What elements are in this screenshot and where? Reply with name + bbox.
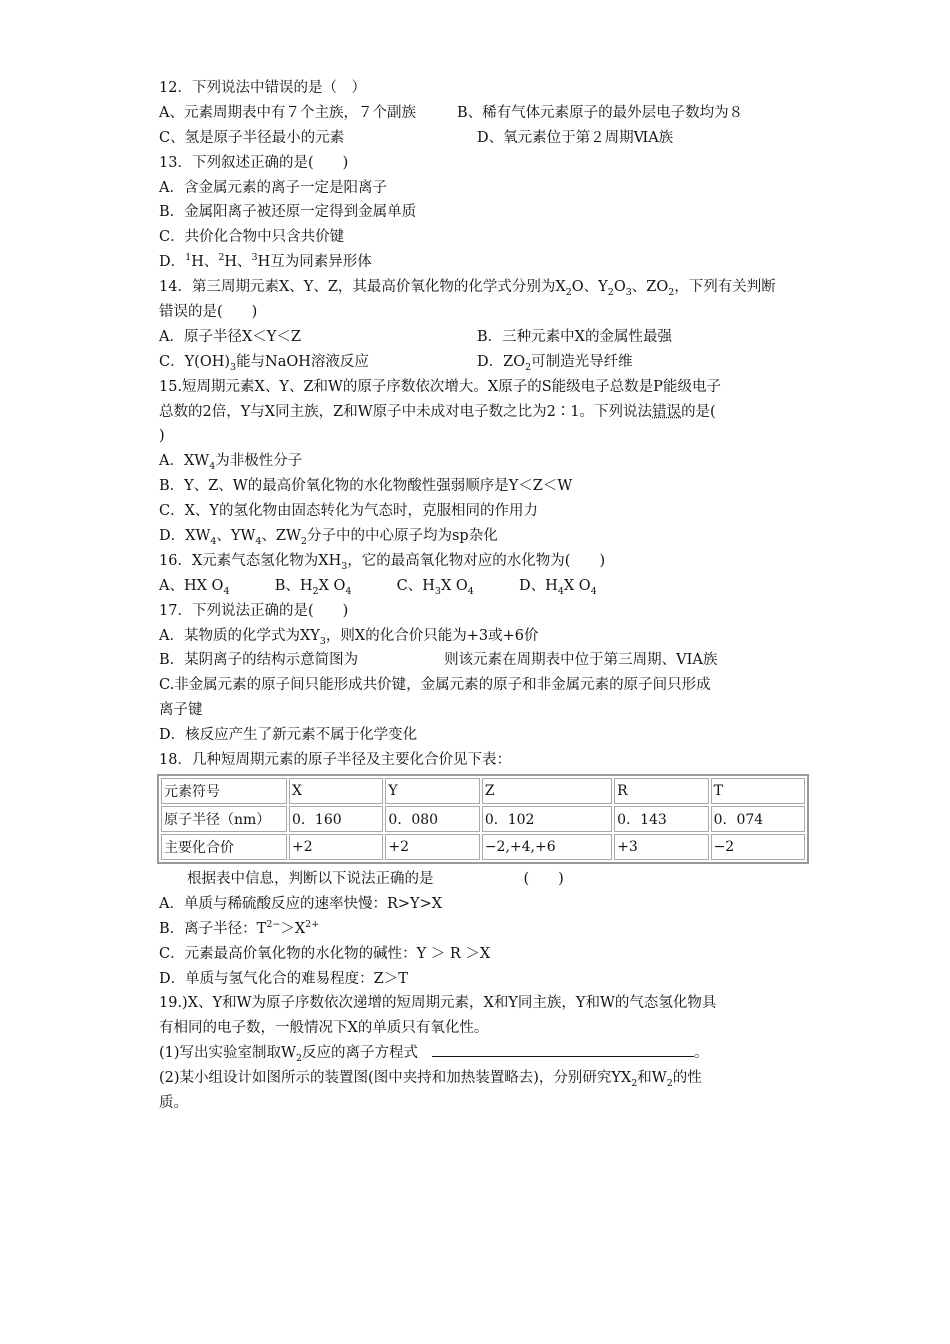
q19-stem-line2: 有相同的电子数，一般情况下X的单质只有氧化性。: [159, 1020, 489, 1037]
q19-part2-line2: 质。: [159, 1094, 188, 1111]
q17-option-c-line2: 离子键: [159, 702, 203, 719]
q14-option-a: A．原子半径X＜Y＜Z: [159, 328, 301, 345]
q19-part2-line1: (2)某小组设计如图所示的装置图(图中夹持和加热装置略去)，分别研究$YX_2$和$W_2$的性: [159, 1070, 702, 1089]
q18-option-d: D．单质与氢气化合的难易程度：Z＞T: [159, 970, 408, 987]
q17-option-a: A．某物质的化学式为$XY_3$，则X的化合价只能为+3或+6价: [159, 627, 539, 647]
q14-option-c: C．$Y(OH)_3$能与NaOH溶液反应: [159, 353, 369, 373]
q15-option-b: B．Y、Z、W的最高价氧化物的水化物酸性强弱顺序是Y＜Z＜W: [159, 478, 573, 495]
q12-options-cd: [159, 126, 809, 151]
q16-option-d: D、$H_4X$ $O_4$: [519, 577, 597, 597]
q13-option-b: B．金属阳离子被还原一定得到金属单质: [159, 204, 417, 221]
q16-stem: 16．X元素气态氢化物为$XH_3$，它的最高氧化物对应的水化物为( ): [159, 552, 606, 572]
q14-option-b: B．三种元素中X的金属性最强: [477, 328, 672, 345]
q18-prompt: 根据表中信息，判断以下说法正确的是 ( ): [187, 870, 564, 887]
q13-option-a: A．含金属元素的离子一定是阳离子: [159, 179, 387, 196]
q14-stem-line2: 错误的是( ): [159, 304, 258, 321]
q18-stem: 18．几种短周期元素的原子半径及主要化合价见下表：: [159, 752, 511, 769]
q16-option-c: C、$H_3X$ $O_4$: [396, 577, 474, 597]
q16-option-a: A、HX $O_4$: [159, 577, 230, 597]
q17-option-c-line1: C.非金属元素的原子间只能形成共价键，金属元素的原子和非金属元素的原子间只形成: [159, 677, 711, 694]
q18-option-c: C．元素最高价氧化物的水化物的碱性：Y ＞ R ＞X: [159, 945, 491, 962]
q15-stem-line2: 总数的2倍，Y与X同主族，Z和W原子中未成对电子数之比为2∶1。下列说法错误的是(: [159, 403, 716, 420]
table-row: 原子半径（nm） 0．160 0．080 0．102 0．143 0．074: [161, 806, 805, 832]
q12-option-a: A、元素周期表中有７个主族，７个副族: [159, 104, 416, 121]
answer-blank[interactable]: [432, 1042, 694, 1057]
q13-option-d: D．$^1$H、$^2$H、$^3$H互为同素异形体: [159, 252, 372, 271]
q14-options-ab: [159, 325, 809, 350]
q12-option-b: B、稀有气体元素原子的最外层电子数均为８: [457, 104, 744, 121]
q15-stem-line3: ): [159, 428, 165, 445]
q13-option-c: C．共价化合物中只含共价键: [159, 229, 345, 246]
q17-stem: 17．下列说法正确的是( ): [159, 602, 349, 619]
q12-option-d: D、氧元素位于第２周期ⅥA族: [477, 129, 674, 146]
q19-part1: (1)写出实验室制取$W_2$反应的离子方程式 。: [159, 1041, 809, 1066]
q17-option-d: D．核反应产生了新元素不属于化学变化: [159, 727, 418, 744]
table-row: 主要化合价 +2 +2 −2,+4,+6 +3 −2: [161, 834, 805, 860]
q12-option-c: C、氢是原子半径最小的元素: [159, 129, 345, 146]
q12-options-ab: [159, 101, 809, 126]
q18-option-a: A．单质与稀硫酸反应的速率快慢：R>Y>X: [159, 895, 443, 912]
exam-page: [159, 76, 809, 1116]
q17-option-b: B．某阴离子的结构示意简图为 则该元素在周期表中位于第三周期、VIA族: [159, 652, 718, 669]
q15-option-d: D．$XW_4$、$YW_4$、$ZW_2$分子中的中心原子均为sp杂化: [159, 528, 498, 547]
q15-stem-line1: 15.短周期元素X、Y、Z和W的原子序数依次增大。X原子的S能级电子总数是P能级电子: [159, 378, 721, 395]
q18-option-b: B．离子半径：$T^{2-}>X^{2+}$: [159, 918, 320, 937]
table-row: 元素符号 X Y Z R T: [161, 778, 805, 804]
element-table: [157, 774, 809, 864]
q13-stem: 13．下列叙述正确的是( ): [159, 154, 349, 171]
q19-stem-line1: 19.)X、Y和W为原子序数依次递增的短周期元素，X和Y同主族，Y和W的气态氢化物具: [159, 995, 717, 1012]
q14-stem-line1: 14．第三周期元素X、Y、Z，其最高价氧化物的化学式分别为$X_2O$、$Y_2O_3$、$ZO_2$，下列有关判断: [159, 279, 776, 299]
q16-option-b: B、$H_2X$ $O_4$: [274, 577, 352, 597]
q14-option-d: D．$ZO_2$可制造光导纤维: [477, 353, 633, 373]
q14-options-cd: [159, 350, 809, 375]
q12-stem: 12．下列说法中错误的是（ ）: [159, 80, 366, 96]
q15-option-c: C．X、Y的氢化物由固态转化为气态时，克服相同的作用力: [159, 503, 538, 520]
emphasis-mark: 错误: [652, 403, 682, 420]
q15-option-a: A．$XW_4$为非极性分子: [159, 453, 303, 473]
q16-options: [159, 574, 809, 599]
